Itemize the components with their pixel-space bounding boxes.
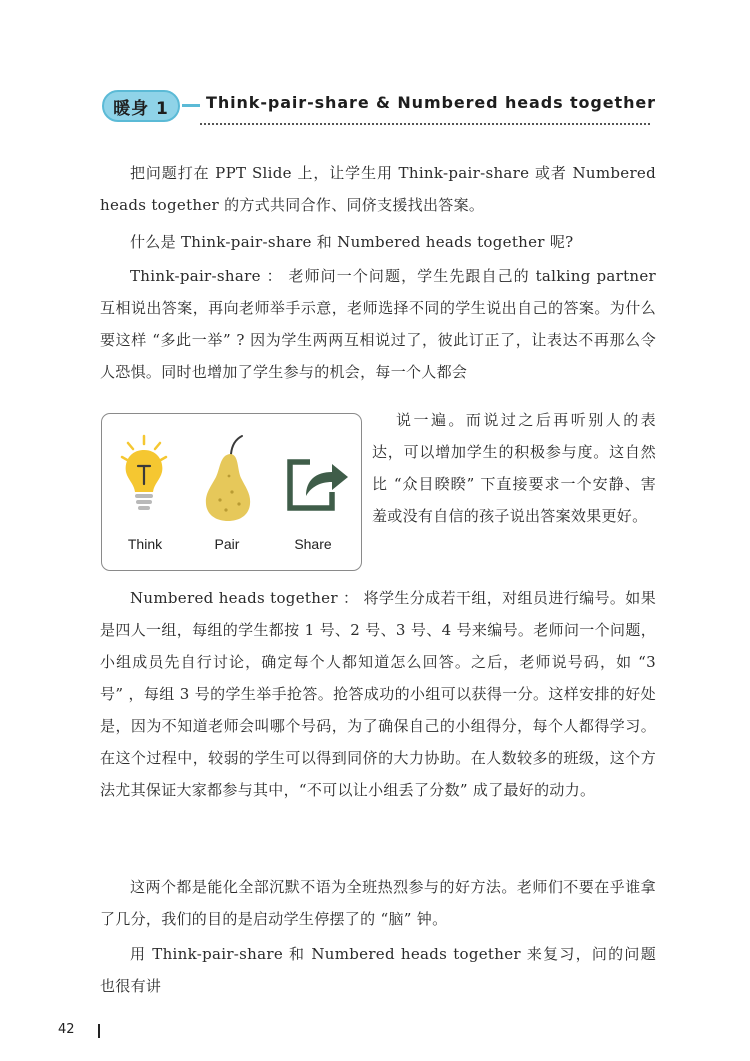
section-badge: 暖身 1 (102, 90, 180, 122)
paragraph-question: 什么是 Think-pair-share 和 Numbered heads together 呢? (130, 233, 574, 251)
page-number-separator (98, 1024, 100, 1038)
badge-connector (182, 104, 200, 107)
paragraph-think-pair-share: Think-pair-share ： 老师问一个问题，学生先跟自己的 talking partner 互相说出答案，再向老师举手示意，老师选择不同的学生说出自己的答案。为什么要这样 “多此一举” ? 因为学生两两互相说过了，彼此订正了，让表达不再那么令人恐惧。同时也增加了学生参与的机会，每一个人都会 (100, 267, 656, 381)
paragraph-summary: 这两个都是能化全部沉默不语为全班热烈参与的好方法。老师们不要在乎谁拿了几分，我们的目的是启动学生停摆了的 “脑” 钟。 (100, 878, 656, 928)
section-header (96, 86, 656, 134)
figure-label-share: Share (294, 536, 332, 552)
section-title: Think-pair-share & Numbered heads together (206, 93, 656, 112)
share-arrow-icon (290, 462, 348, 508)
header-dotted-rule (200, 123, 650, 125)
page-number: 42 (58, 1022, 75, 1037)
figure-label-think: Think (127, 536, 163, 552)
paragraph-think-pair-share-cont: 说一遍。而说过之后再听别人的表达，可以增加学生的积极参与度。这自然比 “众目睽睽” 下直接要求一个安静、害羞或没有自信的孩子说出答案效果更好。 (372, 411, 656, 525)
lightbulb-icon (122, 436, 166, 510)
paragraph-numbered-heads: Numbered heads together ： 将学生分成若干组，对组员进行编号。如果是四人一组，每组的学生都按 1 号、2 号、3 号、4 号来编号。老师问一个问题，小组成员先自行讨论，确定每个人都知道怎么回答。之后，老师说号码，如 “3 号” ，每组 3 号的学生举手抢答。抢答成功的小组可以获得一分。这样安排的好处是，因为不知道老师会叫哪个号码，为了确保自己的小组得分，每个人都得学习。在这个过程中，较弱的学生可以得到同侪的大力协助。在人数较多的班级，这个方法尤其保证大家都参与其中，“不可以让小组丢了分数” 成了最好的动力。 (100, 589, 656, 799)
think-pair-share-illustration (101, 413, 362, 571)
paragraph-intro: 把问题打在 PPT Slide 上，让学生用 Think-pair-share 或者 Numbered heads together 的方式共同合作、同侪支援找出答案。 (100, 164, 656, 214)
figure-label-pair: Pair (214, 536, 240, 552)
paragraph-review: 用 Think-pair-share 和 Numbered heads together 来复习，问的问题也很有讲 (100, 945, 656, 995)
pear-icon (206, 436, 250, 521)
